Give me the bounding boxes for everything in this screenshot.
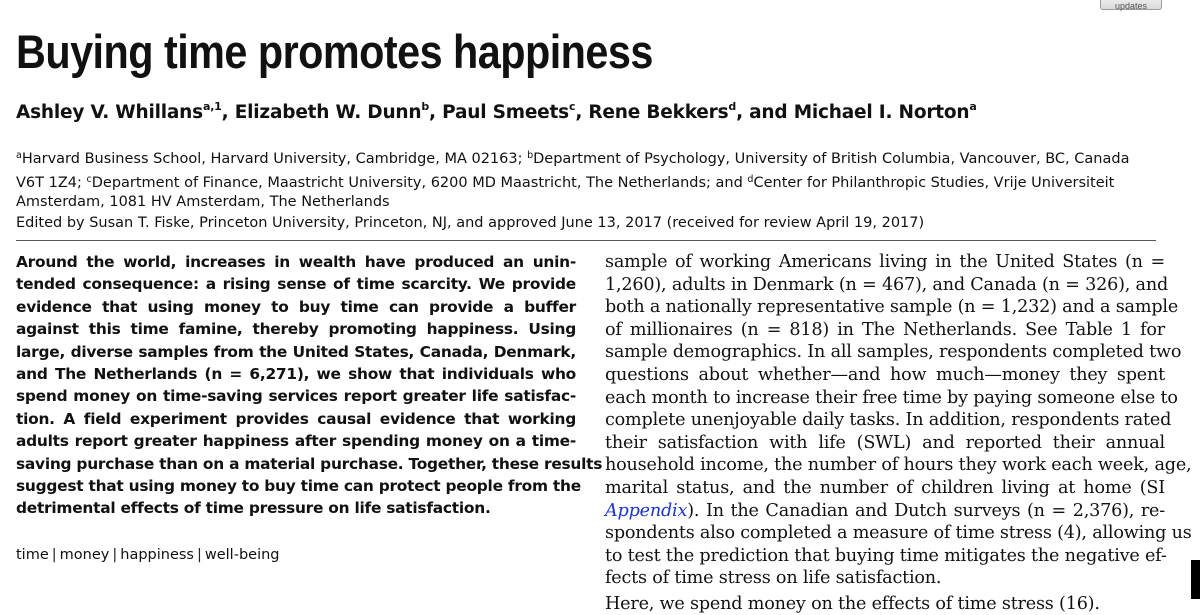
abstract-line: Around the world, increases in wealth have produced an unin- xyxy=(16,253,576,271)
abstract-line: saving purchase than on a material purchase. Together, these results xyxy=(16,454,603,473)
keyword-separator: | xyxy=(112,547,118,563)
body-line: of millionaires (n = 818) in The Netherlands. See Table 1 for xyxy=(605,319,1165,340)
abstract-line: tion. A field experiment provides causal evidence that working xyxy=(16,409,576,428)
keyword: time xyxy=(16,547,49,563)
si-appendix-link[interactable]: Appendix xyxy=(605,500,688,521)
body-line: questions about whether—and how much—money they spent xyxy=(605,364,1165,385)
abstract-line: large, diverse samples from the United States, Canada, Denmark, xyxy=(16,342,576,361)
affiliation-text: Harvard Business School, Harvard University, Cambridge, MA 02163; xyxy=(21,151,528,167)
keyword: well-being xyxy=(204,547,280,563)
body-line: marital status, and the number of children living at home (SI xyxy=(605,477,1165,498)
author-separator: , xyxy=(575,102,589,123)
author-separator: , and xyxy=(736,102,794,123)
affiliation-mark: c xyxy=(86,173,92,185)
abstract-line: detrimental effects of time pressure on life satisfaction. xyxy=(16,499,491,518)
abstract-line: evidence that using money to buy time can provide a buffer xyxy=(16,297,576,316)
author-name: Ashley V. Whillans xyxy=(16,102,203,123)
abstract xyxy=(16,251,603,520)
body-column xyxy=(605,251,1192,614)
abstract-line: spend money on time-saving services report greater life satisfac- xyxy=(16,387,576,406)
keyword-separator: | xyxy=(196,547,202,563)
affiliation-mark: a xyxy=(16,150,22,161)
affiliation-mark: d xyxy=(747,173,754,185)
body-line: complete unenjoyable daily tasks. In addition, respondents rated xyxy=(605,410,1172,431)
check-updates-button[interactable]: updates xyxy=(1100,0,1162,10)
affiliation-text: Department of Finance, Maastricht University, 6200 MD Maastricht, The Netherlands; and xyxy=(91,174,748,191)
body-line: fects of time stress on life satisfaction. xyxy=(605,568,942,589)
body-line: 1,260), adults in Denmark (n = 467), and Canada (n = 326), and xyxy=(605,274,1169,295)
affiliations xyxy=(16,146,1156,213)
body-line: both a nationally representative sample (n = 1,232) and a sample xyxy=(605,297,1179,318)
abstract-line: and The Netherlands (n = 6,271), we show that individuals who xyxy=(16,365,576,384)
body-line: Appendix). In the Canadian and Dutch surveys (n = 2,376), re- xyxy=(605,500,1165,521)
affiliation-mark: b xyxy=(527,150,534,161)
affiliation-text: Department of Psychology, University of British Columbia, Vancouver, BC, Canada V6T 1Z4; xyxy=(16,151,1130,191)
body-line: spondents also completed a measure of time stress (4), allowing us xyxy=(605,523,1192,544)
article-title: Buying time promotes happiness xyxy=(16,25,653,78)
author-affiliation-mark: a,1 xyxy=(202,100,222,113)
author-name: Elizabeth W. Dunn xyxy=(234,102,422,123)
body-line: to test the prediction that buying time mitigates the negative ef- xyxy=(605,545,1167,566)
body-line: each month to increase their free time by paying someone else to xyxy=(605,387,1178,408)
keyword-separator: | xyxy=(51,547,57,563)
edited-by-line: Edited by Susan T. Fiske, Princeton University, Princeton, NJ, and approved June 13, 2017 (received for review April 19, 2017) xyxy=(16,215,925,231)
body-line-partial: Here, we spend money on the effects of time stress (16). xyxy=(605,593,1100,614)
author-affiliation-mark: b xyxy=(421,100,430,113)
abstract-line: against this time famine, thereby promoting happiness. Using xyxy=(16,320,576,339)
keyword: happiness xyxy=(120,547,194,563)
abstract-line: suggest that using money to buy time can protect people from the xyxy=(16,477,581,496)
author-name: Paul Smeets xyxy=(442,102,569,123)
keywords xyxy=(16,547,280,563)
author-name: Michael I. Norton xyxy=(793,102,970,123)
body-line: household income, the number of hours they work each week, age, xyxy=(605,455,1192,476)
author-affiliation-mark: c xyxy=(568,100,576,113)
body-line: their satisfaction with life (SWL) and reported their annual xyxy=(605,432,1165,453)
keyword: money xyxy=(59,547,110,563)
author-affiliation-mark: d xyxy=(728,100,737,113)
author-affiliation-mark: a xyxy=(969,100,977,113)
affiliation-text: Center for Philanthropic Studies, Vrije Universiteit Amsterdam, 1081 HV Amsterdam, The Netherlands xyxy=(16,174,1115,210)
author-separator: , xyxy=(221,102,235,123)
abstract-line: tended consequence: a rising sense of time scarcity. We provide xyxy=(16,275,576,294)
author-list xyxy=(16,100,977,123)
header-divider xyxy=(16,240,1156,241)
author-name: Rene Bekkers xyxy=(588,102,729,123)
body-line: sample demographics. In all samples, respondents completed two xyxy=(605,342,1182,363)
scrollbar-thumb[interactable] xyxy=(1191,560,1200,599)
author-separator: , xyxy=(429,102,443,123)
abstract-line: adults report greater happiness after spending money on a time- xyxy=(16,432,576,451)
body-line: sample of working Americans living in the United States (n = xyxy=(605,252,1165,272)
